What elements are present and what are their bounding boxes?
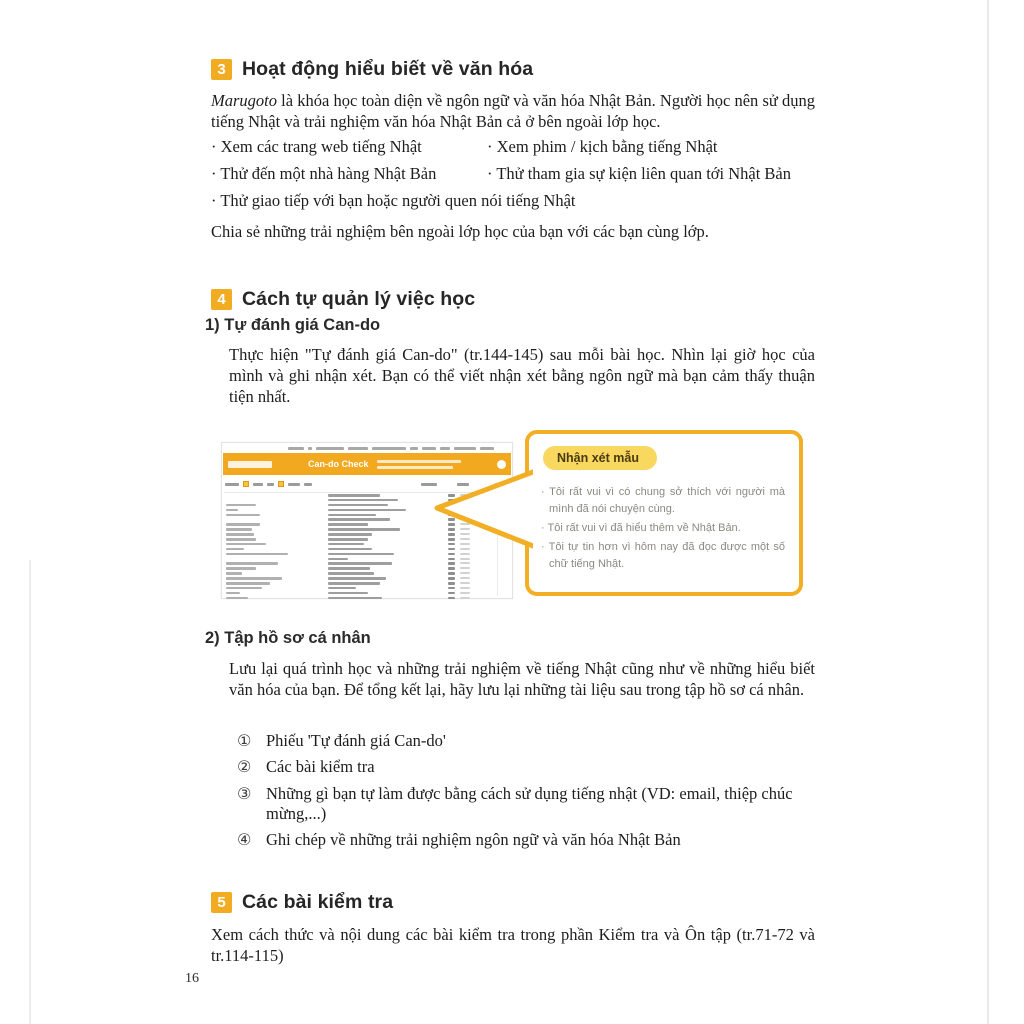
section4-heading bbox=[211, 288, 475, 311]
cando-check-title: Can-do Check bbox=[308, 459, 369, 469]
section4-sub1-heading: 1) Tự đánh giá Can-do bbox=[205, 316, 381, 334]
section3-intro-paragraph bbox=[211, 90, 815, 132]
section4-sub2-paragraph: Lưu lại quá trình học và những trải nghiệm về tiếng Nhật cũng như về những hiểu biết văn hóa của bạn. Để tổng kết lại, hãy lưu lại những tài liệu sau trong tập hồ sơ cá nhân. bbox=[229, 659, 815, 699]
section3-heading bbox=[211, 58, 533, 81]
bullet-film: · Xem phim / kịch bằng tiếng Nhật bbox=[487, 137, 718, 156]
bullet-row-2 bbox=[211, 163, 815, 185]
scan-edge-right bbox=[987, 0, 989, 1024]
portfolio-item-1 bbox=[237, 731, 797, 751]
filter-checkbox-icon bbox=[278, 481, 284, 487]
portfolio-item-text: Ghi chép về những trải nghiệm ngôn ngữ và văn hóa Nhật Bản bbox=[266, 830, 681, 849]
section5-title: Các bài kiểm tra bbox=[242, 891, 394, 913]
bullet-web: · Xem các trang web tiếng Nhật bbox=[211, 137, 422, 156]
section4-sub1-paragraph: Thực hiện "Tự đánh giá Can-do" (tr.144-145) sau mỗi bài học. Nhìn lại giờ học của mình và ghi nhận xét. Bạn có thể viết nhận xét bằng ngôn ngữ mà bạn cảm thấy thuận tiện nhất. bbox=[229, 345, 815, 406]
portfolio-item-text: Phiếu 'Tự đánh giá Can-do' bbox=[266, 731, 446, 750]
bubble-title-pill: Nhận xét mẫu bbox=[543, 446, 657, 470]
bubble-point-3: · Tôi tự tin hơn vì hôm nay đã đọc được một số chữ tiếng Nhật. bbox=[541, 541, 785, 570]
table-row bbox=[224, 596, 510, 601]
bullet-communicate: · Thử giao tiếp với bạn hoặc người quen nói tiếng Nhật bbox=[211, 191, 576, 210]
section4-number-badge: 4 bbox=[211, 289, 232, 310]
speech-bubble-tail bbox=[429, 464, 533, 556]
section3-share-note bbox=[211, 221, 815, 242]
section3-number-badge: 3 bbox=[211, 59, 232, 80]
circled-1-icon: ① bbox=[237, 731, 252, 750]
section5-paragraph: Xem cách thức và nội dung các bài kiểm tra trong phần Kiểm tra và Ôn tập (tr.71-72 và tr.114-115) bbox=[211, 925, 815, 965]
section5-heading bbox=[211, 891, 393, 914]
filter-checkbox-icon bbox=[243, 481, 249, 487]
marugoto-italic: Marugoto bbox=[211, 91, 277, 110]
cando-figure bbox=[211, 428, 815, 606]
marugoto-logo-placeholder bbox=[228, 461, 272, 468]
section4-sub2-heading: 2) Tập hồ sơ cá nhân bbox=[205, 629, 371, 647]
intro-rest: là khóa học toàn diện về ngôn ngữ và văn hóa Nhật Bản. Người học nên sử dụng tiếng Nhật và trải nghiệm văn hóa Nhật Bản cả ở bên ngoài lớp học. bbox=[211, 91, 815, 131]
circled-3-icon: ③ bbox=[237, 784, 252, 803]
bullet-row-3 bbox=[211, 190, 815, 212]
portfolio-item-text: Những gì bạn tự làm được bằng cách sử dụng tiếng nhật (VD: email, thiệp chúc mừng,...) bbox=[266, 784, 793, 823]
portfolio-item-text: Các bài kiểm tra bbox=[266, 757, 375, 776]
circled-2-icon: ② bbox=[237, 757, 252, 776]
bubble-points bbox=[541, 484, 785, 575]
portfolio-item-3 bbox=[237, 784, 793, 824]
portfolio-item-4 bbox=[237, 830, 797, 850]
sample-comment-bubble bbox=[525, 430, 803, 596]
circled-4-icon: ④ bbox=[237, 830, 252, 849]
share-note-text: Chia sẻ những trải nghiệm bên ngoài lớp học của bạn với các bạn cùng lớp. bbox=[211, 222, 709, 241]
bullet-row-1 bbox=[211, 136, 815, 158]
browser-chrome-placeholder bbox=[288, 446, 509, 451]
section4-title: Cách tự quản lý việc học bbox=[242, 288, 476, 310]
portfolio-item-2 bbox=[237, 757, 797, 777]
section3-title: Hoạt động hiểu biết về văn hóa bbox=[242, 58, 534, 80]
bullet-event: · Thử tham gia sự kiện liên quan tới Nhật Bản bbox=[487, 164, 792, 183]
scan-edge-left bbox=[29, 560, 31, 1024]
section5-number-badge: 5 bbox=[211, 892, 232, 913]
bubble-point-2: · Tôi rất vui vì đã hiểu thêm về Nhật Bản. bbox=[541, 522, 741, 534]
page-number: 16 bbox=[185, 971, 199, 986]
bubble-point-1: · Tôi rất vui vì có chung sở thích với người mà mình đã nói chuyện cùng. bbox=[541, 486, 785, 515]
bullet-restaurant: · Thử đến một nhà hàng Nhật Bản bbox=[211, 164, 437, 183]
